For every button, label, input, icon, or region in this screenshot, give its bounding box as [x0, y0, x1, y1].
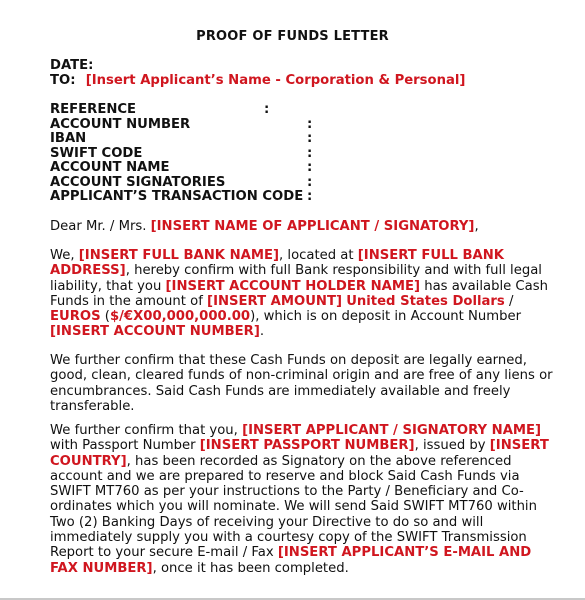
paragraph-line: encumbrances. Said Cash Funds are immediately available and freely — [50, 383, 511, 399]
ref-sep-iban: : — [307, 131, 313, 146]
to-placeholder: [Insert Applicant’s Name - Corporation & Personal] — [85, 73, 466, 88]
ref-label-account-name: ACCOUNT NAME — [50, 160, 170, 175]
placeholder-account-holder: [INSERT ACCOUNT HOLDER NAME] — [165, 278, 421, 294]
paragraph-line — [50, 324, 550, 339]
amount-value: $/€X00,000,000.00 — [109, 309, 251, 325]
ref-row-iban — [50, 132, 86, 146]
paragraph-line: ordinates which you will nominate. We will send Said SWIFT MT760 within — [50, 499, 537, 515]
text-run: , issued by — [414, 438, 490, 454]
salutation-text: Dear Mr. / Mrs. — [50, 219, 151, 234]
salutation-end: , — [474, 219, 479, 234]
ref-sep-account-name: : — [307, 160, 313, 175]
placeholder-passport-number: [INSERT PASSPORT NUMBER] — [199, 438, 415, 454]
paragraph-legal-origin — [50, 353, 553, 414]
ref-sep-transaction-code: : — [307, 189, 313, 204]
currency-usd: United States Dollars — [346, 293, 505, 309]
text-run: , located at — [279, 248, 358, 263]
salutation — [50, 219, 479, 235]
ref-row-account-name — [50, 161, 169, 175]
paragraph-line: SWIFT MT760 as per your instructions to the Party / Beneficiary and Co- — [50, 484, 524, 500]
ref-label-account-number: ACCOUNT NUMBER — [50, 117, 191, 132]
paragraph-line — [50, 248, 550, 263]
text-run: ( — [100, 309, 110, 325]
text-run: with Passport Number — [50, 438, 200, 454]
date-line — [50, 58, 93, 74]
text-run: , hereby confirm with full Bank responsibility and with full legal — [125, 263, 542, 279]
placeholder-account-number: [INSERT ACCOUNT NUMBER] — [50, 324, 260, 340]
document-title: PROOF OF FUNDS LETTER — [196, 29, 389, 44]
placeholder-amount: [INSERT AMOUNT] — [207, 293, 342, 309]
currency-euros: EUROS — [50, 309, 101, 325]
ref-label-swift-code: SWIFT CODE — [50, 146, 143, 161]
paragraph-line: immediately supply you with a courtesy copy of the SWIFT Transmission — [50, 530, 527, 546]
paragraph-line — [50, 263, 550, 278]
text-run: has available Cash — [420, 278, 548, 294]
paragraph-line: account and we are prepared to reserve and block Said Cash Funds via — [50, 468, 520, 484]
ref-sep-reference: : — [264, 102, 270, 117]
paragraph-line: We further confirm that these Cash Funds on deposit are legally earned, — [50, 353, 527, 368]
ref-sep-swift-code: : — [307, 146, 313, 161]
paragraph-line — [50, 279, 550, 294]
placeholder-signatory-name: [INSERT APPLICANT / SIGNATORY NAME] — [242, 423, 542, 438]
placeholder-email-fax: [INSERT APPLICANT’S E-MAIL AND — [277, 545, 532, 561]
salutation-placeholder: [INSERT NAME OF APPLICANT / SIGNATORY] — [150, 219, 475, 234]
ref-row-account-number — [50, 118, 190, 132]
to-label: TO: — [50, 73, 76, 88]
paragraph-funds-confirmation — [50, 248, 550, 340]
text-run: Report to your secure E-mail / Fax — [50, 545, 278, 561]
text-run: Funds in the amount of — [50, 293, 208, 309]
to-line — [50, 73, 465, 89]
ref-sep-account-number: : — [307, 117, 313, 132]
paragraph-signatory — [50, 423, 550, 576]
paragraph-line — [50, 438, 550, 453]
ref-label-iban: IBAN — [50, 131, 87, 146]
paragraph-line: Two (2) Banking Days of receiving your Directive to do so and will — [50, 514, 484, 530]
text-run: liability, that you — [50, 278, 166, 294]
paragraph-line — [50, 454, 550, 469]
text-run: . — [259, 324, 265, 340]
ref-row-reference — [50, 103, 136, 117]
placeholder-email-fax: FAX NUMBER] — [50, 560, 153, 576]
text-run: We, — [50, 248, 79, 263]
ref-label-transaction-code: APPLICANT’S TRANSACTION CODE — [50, 189, 304, 204]
ref-row-swift-code — [50, 147, 142, 161]
paragraph-line — [50, 309, 550, 324]
text-run: , once it has been completed. — [152, 560, 349, 576]
text-run: ), which is on deposit in Account Number — [250, 309, 521, 325]
text-run: / — [504, 293, 514, 309]
paragraph-line — [50, 545, 550, 560]
text-run: We further confirm that you, — [50, 423, 243, 438]
paragraph-line — [50, 423, 550, 438]
placeholder-bank-name: [INSERT FULL BANK NAME] — [78, 248, 280, 263]
ref-row-transaction-code — [50, 190, 303, 204]
placeholder-bank-address: ADDRESS] — [50, 263, 126, 279]
placeholder-country: [INSERT — [489, 438, 549, 454]
ref-label-account-signatories: ACCOUNT SIGNATORIES — [50, 175, 226, 190]
placeholder-bank-address: [INSERT FULL BANK — [357, 248, 505, 263]
text-run: , has been recorded as Signatory on the above referenced — [126, 453, 512, 469]
date-label: DATE: — [50, 58, 94, 73]
paragraph-line: transferable. — [50, 398, 135, 414]
paragraph-line: good, clean, cleared funds of non-criminal origin and are free of any liens or — [50, 368, 553, 384]
paragraph-line — [50, 561, 550, 576]
ref-label-reference: REFERENCE — [50, 102, 137, 117]
paragraph-line — [50, 294, 550, 309]
placeholder-country: COUNTRY] — [50, 453, 127, 469]
ref-sep-account-signatories: : — [307, 175, 313, 190]
ref-row-account-signatories — [50, 176, 225, 190]
